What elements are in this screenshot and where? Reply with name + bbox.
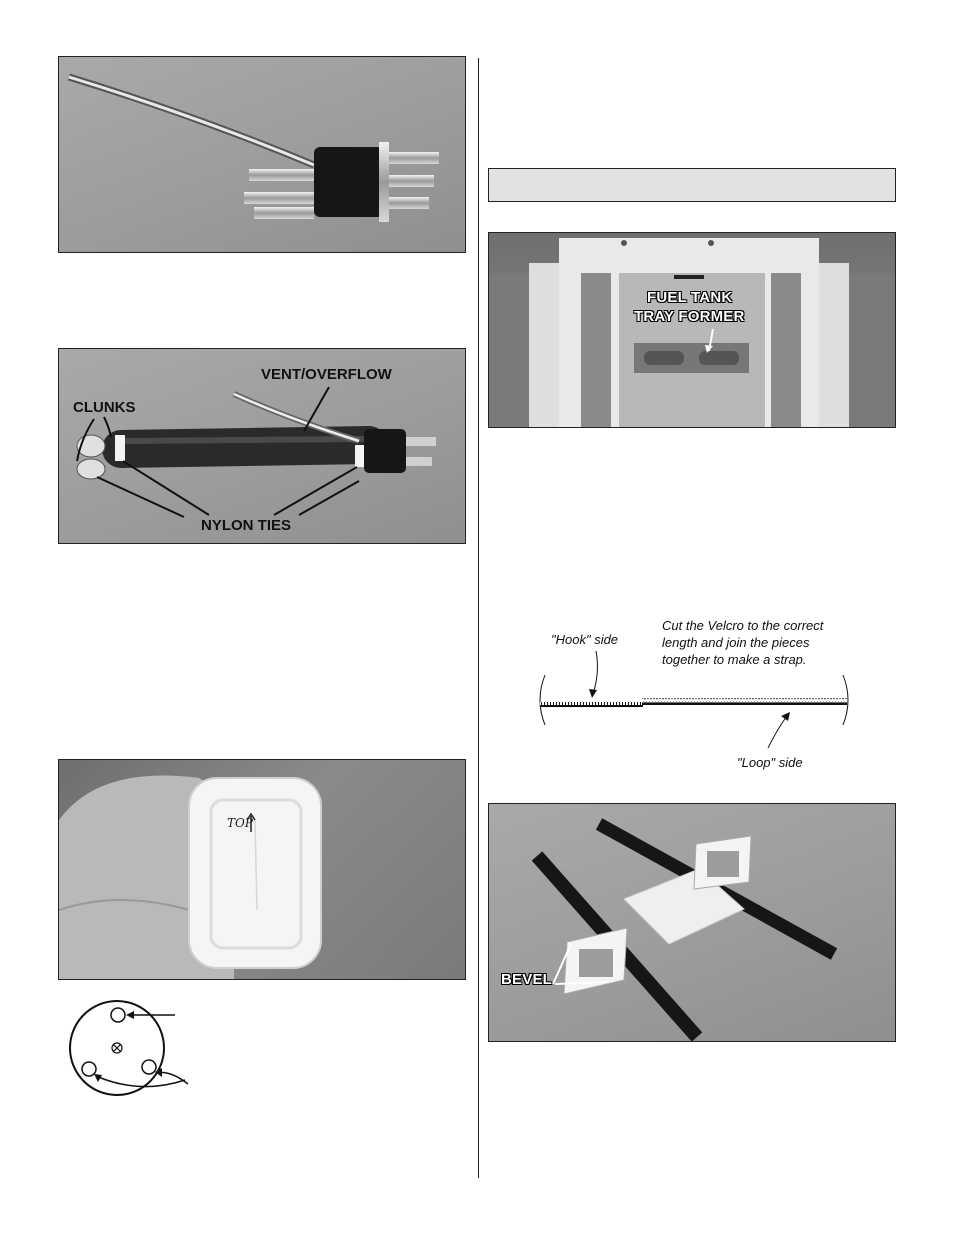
loop-side-label: "Loop" side bbox=[737, 755, 803, 770]
label-nylon-ties: NYLON TIES bbox=[201, 517, 292, 534]
fuel-arrow-left bbox=[96, 1076, 185, 1087]
velcro-note-line-1: Cut the Velcro to the correct bbox=[662, 618, 824, 633]
fuselage-illustration bbox=[489, 233, 895, 427]
label-fuel-tank: FUEL TANK bbox=[647, 289, 733, 306]
tank-photo bbox=[58, 759, 466, 980]
strap-break-left bbox=[540, 675, 545, 725]
velcro-note-line-2: length and join the pieces bbox=[662, 635, 810, 650]
label-vent-overflow: VENT/OVERFLOW bbox=[261, 366, 392, 383]
strap-and-tray-illustration bbox=[489, 804, 895, 1041]
fuel-arrow-right bbox=[157, 1072, 188, 1084]
strap-photo bbox=[488, 803, 896, 1042]
tray-photo bbox=[488, 232, 896, 428]
velcro-note-line-3: together to make a strap. bbox=[662, 652, 807, 667]
vent-hole bbox=[111, 1008, 125, 1022]
stopper-illustration bbox=[59, 57, 465, 252]
hook-arrow bbox=[593, 651, 597, 694]
stopper-outline bbox=[70, 1001, 164, 1095]
section-heading-bar bbox=[488, 168, 896, 202]
center-screw-icon bbox=[112, 1043, 122, 1053]
label-tray-former: TRAY FORMER bbox=[634, 308, 745, 325]
hook-side-label: "Hook" side bbox=[551, 632, 619, 647]
column-divider bbox=[478, 58, 479, 1178]
fuel-hole-right bbox=[142, 1060, 156, 1074]
stopper-photo bbox=[58, 56, 466, 253]
label-bevel: BEVEL bbox=[501, 971, 553, 988]
hook-strip bbox=[540, 702, 643, 706]
strap-break-right bbox=[843, 675, 848, 725]
loop-strip bbox=[642, 698, 847, 704]
label-clunks: CLUNKS bbox=[73, 399, 136, 416]
tank-top-marking: TOP bbox=[227, 816, 253, 830]
fuel-hole-left bbox=[82, 1062, 96, 1076]
loop-arrow bbox=[768, 716, 787, 748]
hand-and-tank-illustration bbox=[59, 760, 465, 979]
clunk-photo bbox=[58, 348, 466, 544]
velcro-note bbox=[662, 617, 823, 668]
